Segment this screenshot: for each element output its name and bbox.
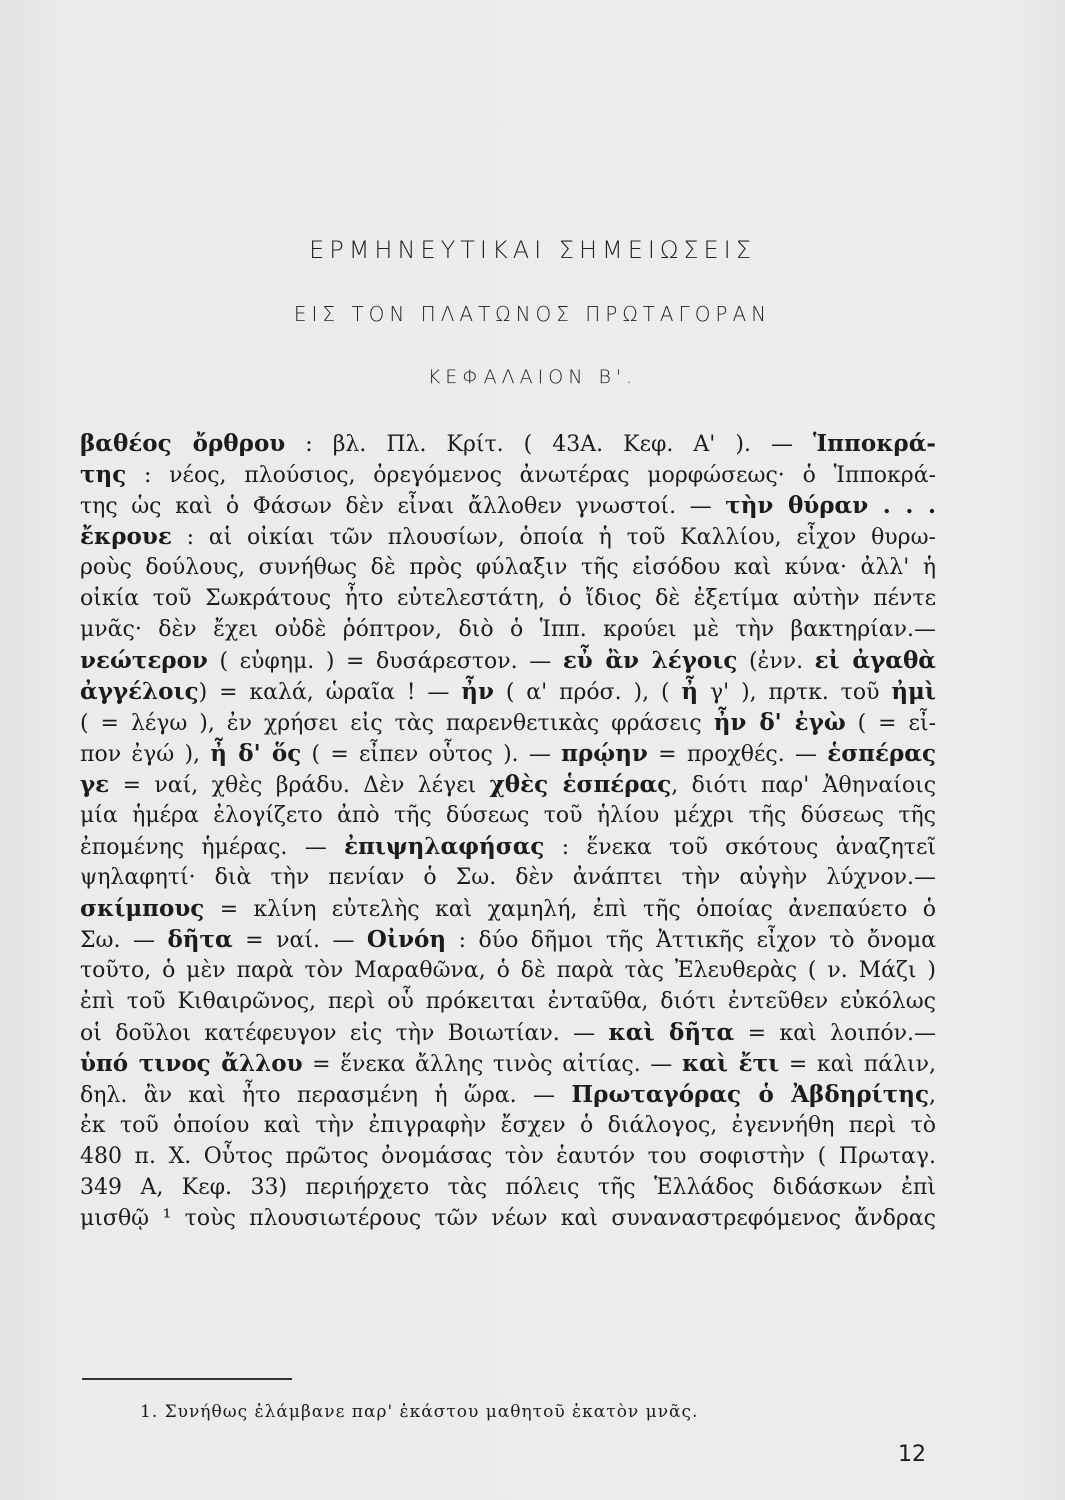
text-line: βαθέος ὄρθρου : βλ. Πλ. Κρίτ. ( 43Α. Κεφ. Α' ). — Ἱπποκρά- [80,430,936,457]
text-line: νεώτερον ( εὐφημ. ) = δυσάρεστον. — εὖ ἂν λέγοις (ἐνν. εἰ ἀγαθὰ [80,647,936,674]
text-line: ὑπό τινος ἄλλου = ἕνεκα ἄλλης τινὸς αἰτίας. — καὶ ἔτι = καὶ πάλιν, [80,1050,936,1077]
text-line: ἐπὶ τοῦ Κιθαιρῶνος, περὶ οὗ πρόκειται ἐνταῦθα, διότι ἐντεῦθεν εὐκόλως [80,989,936,1014]
text-line: ( = λέγω ), ἐν χρήσει εἰς τὰς παρενθετικὰς φράσεις ἦν δ' ἐγὼ ( = εἶ- [80,709,936,736]
footnote-divider [82,1378,292,1380]
text-line: μία ἡμέρα ἐλογίζετο ἀπὸ τῆς δύσεως τοῦ ἡλίου μέχρι τῆς δύσεως τῆς [80,803,936,828]
text-line: γε = ναί, χθὲς βράδυ. Δὲν λέγει χθὲς ἑσπέρας, διότι παρ' Ἀθηναίοις [80,771,937,798]
text-line: δηλ. ἂν καὶ ἦτο περασμένη ἡ ὥρα. — Πρωταγόρας ὁ Ἀβδηρίτης, [80,1081,937,1108]
page-number: 12 [898,1442,926,1467]
text-line: Σω. — δῆτα = ναί. — Οἰνόη : δύο δῆμοι τῆς Ἀττικῆς εἶχον τὸ ὄνομα [80,926,936,953]
chapter-heading: ΚΕΦΑΛΑΙΟΝ Β'. [427,366,638,388]
text-line: μισθῷ ¹ τοὺς πλουσιωτέρους τῶν νέων καὶ συναναστρεφόμενος ἄνδρας [80,1206,936,1231]
text-line: ἐπομένης ἡμέρας. — ἐπιψηλαφήσας : ἕνεκα τοῦ σκότους ἀναζητεῖ [80,833,936,860]
text-line: σκίμπους = κλίνη εὐτελὴς καὶ χαμηλή, ἐπὶ τῆς ὁποίας ἀνεπαύετο ὁ [80,895,936,922]
text-line: τοῦτο, ὁ μὲν παρὰ τὸν Μαραθῶνα, ὁ δὲ παρὰ τὰς Ἐλευθερὰς ( ν. Μάζι ) [80,958,936,983]
text-line: ἔκρουε : αἱ οἰκίαι τῶν πλουσίων, ὁποία ἡ τοῦ Καλλίου, εἶχον θυρω- [80,523,936,550]
commentary-text [80,428,936,1234]
page-subtitle: ΕΙΣ ΤΟΝ ΠΛΑΤΩΝΟΣ ΠΡΩΤΑΓΟΡΑΝ [293,302,772,326]
text-line: πον ἐγώ ), ἦ δ' ὅς ( = εἶπεν οὗτος ). — πρῴην = προχθές. — ἑσπέρας [80,740,936,767]
text-line: μνᾶς· δὲν ἔχει οὐδὲ ῥόπτρον, διὸ ὁ Ἱππ. κρούει μὲ τὴν βακτηρίαν.— [80,617,936,642]
text-line: της ὡς καὶ ὁ Φάσων δὲν εἶναι ἄλλοθεν γνωστοί. — τὴν θύραν . . . [80,492,937,519]
text-line: 480 π. Χ. Οὗτος πρῶτος ὀνομάσας τὸν ἑαυτόν του σοφιστὴν ( Πρωταγ. [80,1144,936,1169]
text-line: ροὺς δούλους, συνήθως δὲ πρὸς φύλαξιν τῆς εἰσόδου καὶ κύνα· ἀλλ' ἡ [80,555,936,580]
text-line: οἰκία τοῦ Σωκράτους ἦτο εὐτελεστάτη, ὁ ἴδιος δὲ ἐξετίμα αὐτὴν πέντε [80,586,936,611]
text-line: ἀγγέλοις) = καλά, ὡραῖα ! — ἦν ( α' πρόσ. ), ( ἦ γ' ), πρτκ. τοῦ ἠμὶ [80,678,936,705]
page-title: ΕΡΜΗΝΕΥΤΙΚΑΙ ΣΗΜΕΙΩΣΕΙΣ [309,236,756,264]
footnote: 1. Συνήθως ἐλάμβανε παρ' ἑκάστου μαθητοῦ ἑκατὸν μνᾶς. [140,1402,699,1422]
text-line: οἱ δοῦλοι κατέφευγον εἰς τὴν Βοιωτίαν. — καὶ δῆτα = καὶ λοιπόν.— [80,1019,936,1046]
text-line: ψηλαφητί· διὰ τὴν πενίαν ὁ Σω. δὲν ἀνάπτει τὴν αὐγὴν λύχνον.— [80,865,936,890]
text-line: 349 Α, Κεφ. 33) περιήρχετο τὰς πόλεις τῆς Ἑλλάδος διδάσκων ἐπὶ [80,1175,936,1200]
text-line: της : νέος, πλούσιος, ὀρεγόμενος ἀνωτέρας μορφώσεως· ὁ Ἱπποκρά- [80,461,936,488]
text-line: ἐκ τοῦ ὁποίου καὶ τὴν ἐπιγραφὴν ἔσχεν ὁ διάλογος, ἐγεννήθη περὶ τὸ [80,1113,936,1138]
